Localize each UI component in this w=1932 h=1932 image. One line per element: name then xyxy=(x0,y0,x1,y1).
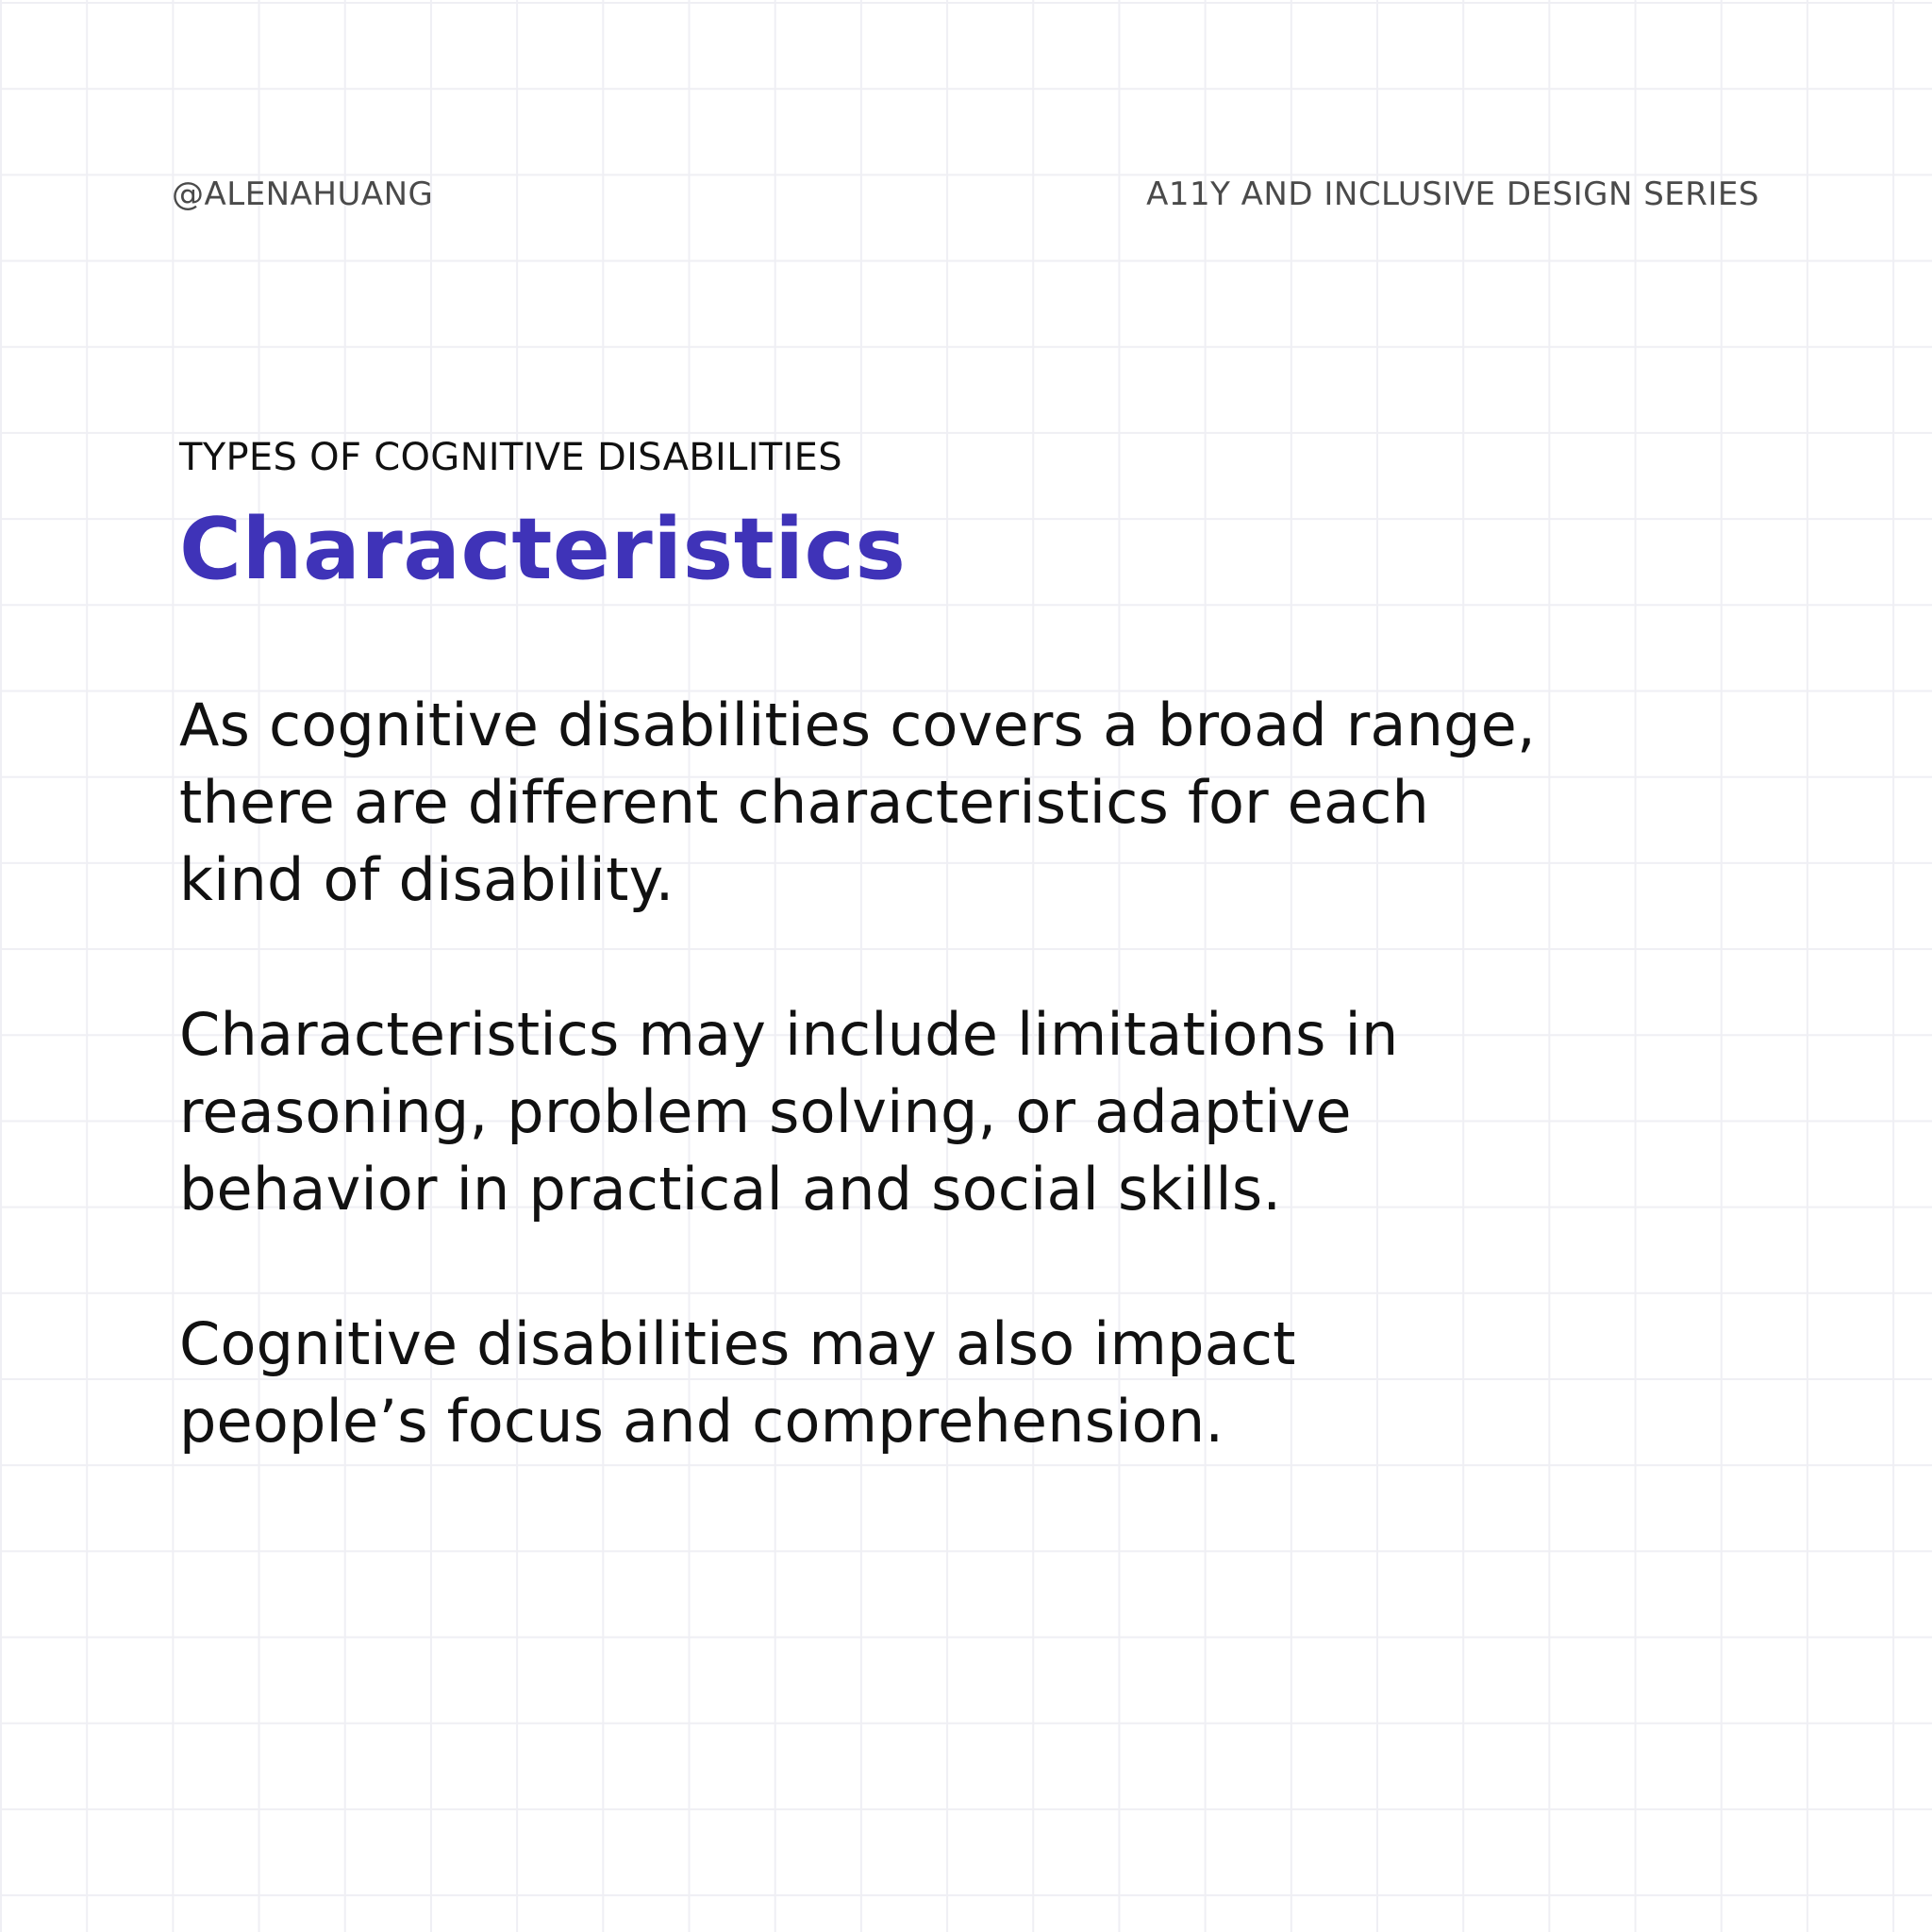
page-title: Characteristics xyxy=(179,500,907,599)
series-label: A11Y AND INCLUSIVE DESIGN SERIES xyxy=(1146,175,1759,213)
main-content xyxy=(179,434,1802,1460)
paragraph-broad-range: As cognitive disabilities covers a broad range, there are different characteristics for each kind of disability. xyxy=(179,691,1536,914)
paragraph-focus: Cognitive disabilities may also impact people’s focus and comprehension. xyxy=(179,1309,1296,1456)
header-bar xyxy=(172,174,1759,215)
author-handle: @ALENAHUANG xyxy=(172,175,434,213)
section-eyebrow: TYPES OF COGNITIVE DISABILITIES xyxy=(179,436,842,479)
paragraph-limitations: Characteristics may include limitations in reasoning, problem solving, or adaptive behavior in practical and social skills. xyxy=(179,1000,1399,1224)
